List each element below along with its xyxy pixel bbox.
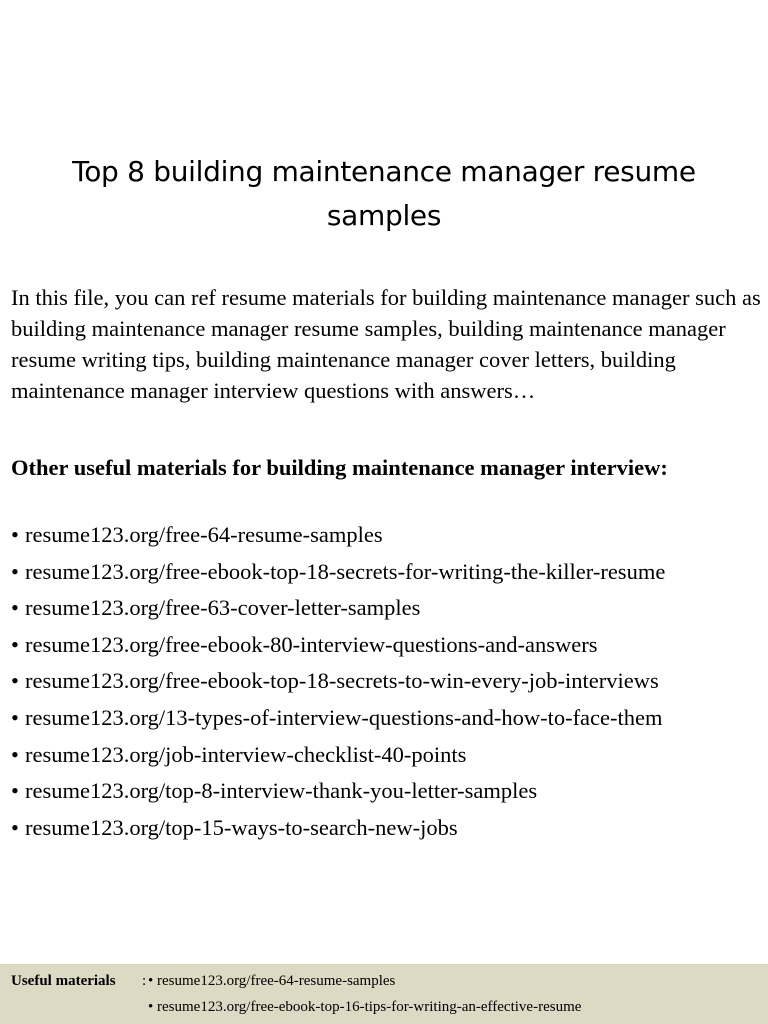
resource-link[interactable]: resume123.org/free-ebook-80-interview-questions-and-answers	[25, 631, 598, 657]
bullet-icon: •	[11, 595, 19, 621]
list-item	[11, 700, 768, 737]
resource-link[interactable]: resume123.org/top-8-interview-thank-you-letter-samples	[25, 778, 538, 804]
list-item	[11, 773, 768, 810]
list-item	[11, 810, 768, 847]
useful-materials-footer	[0, 964, 768, 1024]
list-item	[11, 517, 768, 554]
footer-separator: :	[142, 973, 147, 989]
resource-link[interactable]: resume123.org/free-64-resume-samples	[25, 522, 383, 547]
list-item	[11, 627, 768, 664]
bullet-icon: •	[11, 741, 19, 767]
footer-label: Useful materials	[11, 973, 116, 989]
list-item	[11, 663, 768, 700]
document-title: Top 8 building maintenance manager resume samples	[72, 155, 696, 232]
footer-link[interactable]: • resume123.org/free-64-resume-samples	[148, 973, 396, 989]
intro-paragraph: In this file, you can ref resume materials for building maintenance manager such as building maintenance manager resume samples, building maintenance manager resume writing tips, building maintenance manager cover letters, building maintenance manager interview questions with answers…	[11, 285, 761, 403]
bullet-icon: •	[11, 558, 19, 584]
bullet-icon: •	[11, 522, 19, 547]
resource-link[interactable]: resume123.org/13-types-of-interview-questions-and-how-to-face-them	[25, 704, 663, 730]
bullet-icon: •	[11, 704, 19, 730]
list-item	[11, 554, 768, 591]
footer-link[interactable]: • resume123.org/free-ebook-top-16-tips-for-writing-an-effective-resume	[148, 999, 582, 1015]
bullet-icon: •	[11, 778, 19, 804]
list-item	[11, 737, 768, 774]
resource-link[interactable]: resume123.org/job-interview-checklist-40-points	[25, 741, 467, 767]
resource-link[interactable]: resume123.org/free-ebook-top-18-secrets-for-writing-the-killer-resume	[25, 558, 666, 584]
resource-link[interactable]: resume123.org/free-ebook-top-18-secrets-to-win-every-job-interviews	[25, 668, 659, 694]
list-item	[11, 590, 768, 627]
materials-link-list	[11, 517, 768, 846]
bullet-icon: •	[11, 814, 19, 840]
bullet-icon: •	[11, 631, 19, 657]
resource-link[interactable]: resume123.org/free-63-cover-letter-samples	[25, 595, 421, 621]
materials-subheading: Other useful materials for building maintenance manager interview:	[11, 455, 668, 480]
bullet-icon: •	[11, 668, 19, 694]
resource-link[interactable]: resume123.org/top-15-ways-to-search-new-jobs	[25, 814, 458, 840]
